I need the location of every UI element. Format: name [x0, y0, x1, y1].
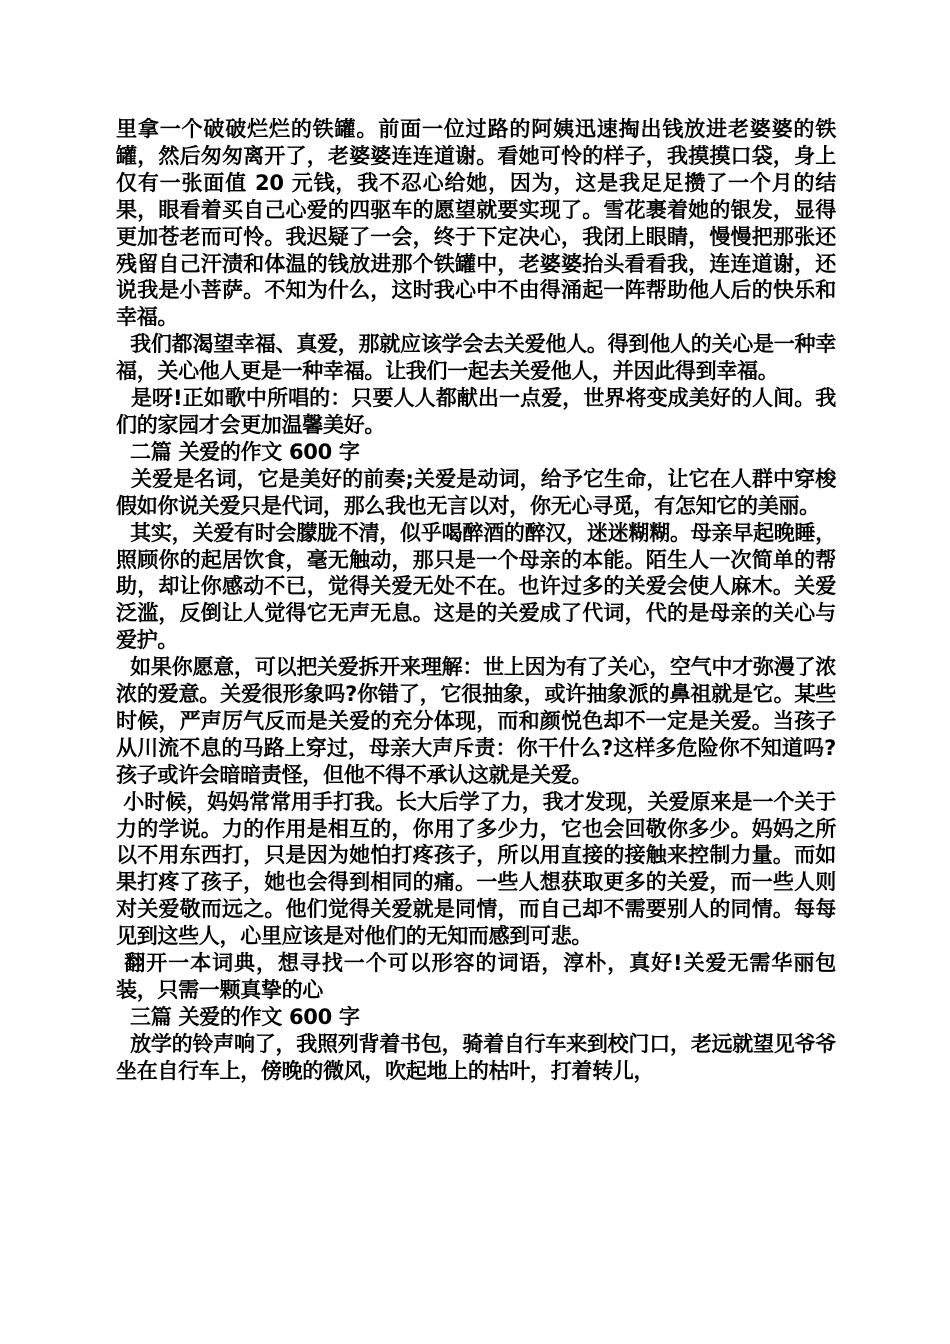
section-heading-2: 二篇 关爱的作文 600 字 [116, 439, 360, 464]
paragraph: 如果你愿意，可以把关爱拆开来理解：世上因为有了关心，空气中才弥漫了浓浓的爱意。关爱很形象吗?你错了，它很抽象，或许抽象派的鼻祖就是它。某些时候，严声厉气反而是关爱的充分体现，而和颜悦色却不一定是关爱。当孩子从川流不息的马路上穿过，母亲大声斥责：你干什么?这样多危险你不知道吗?孩子或许会暗暗责怪，但他不得不承认这就是关爱。 [116, 655, 836, 787]
paragraph: 里拿一个破破烂烂的铁罐。前面一位过路的阿姨迅速掏出钱放进老婆婆的铁罐，然后匆匆离开了，老婆婆连连道谢。看她可怜的样子，我摸摸口袋，身上仅有一张面值 20 元钱，我不忍心给她，因为，这是我足足攒了一个月的结果，眼看着买自己心爱的四驱车的愿望就要实现了。雪花裹着她的银发，显得更加苍老而可怜。我迟疑了一会，终于下定决心，我闭上眼睛，慢慢把那张还残留自己汗渍和体温的钱放进那个铁罐中，老婆婆抬头看看我，连连道谢，还说我是小菩萨。不知为什么，这时我心中不由得涌起一阵帮助他人后的快乐和幸福。 [116, 117, 836, 330]
paragraph: 其实，关爱有时会朦胧不清，似乎喝醉酒的醉汉，迷迷糊糊。母亲早起晚睡，照顾你的起居饮食，毫无触动，那只是一个母亲的本能。陌生人一次简单的帮助，却让你感动不已，觉得关爱无处不在。也许过多的关爱会使人麻木。关爱泛滥，反倒让人觉得它无声无息。这是的关爱成了代词，代的是母亲的关心与爱护。 [116, 520, 836, 653]
paragraph: 小时候，妈妈常常用手打我。长大后学了力，我才发现，关爱原来是一个关于力的学说。力的作用是相互的，你用了多少力，它也会回敬你多少。妈妈之所以不用东西打，只是因为她怕打疼孩子，所以用直接的接触来控制力量。而如果打疼了孩子，她也会得到相同的痛。一些人想获取更多的关爱，而一些人则对关爱敬而远之。他们觉得关爱就是同情，而自己却不需要别人的同情。每每见到这些人，心里应该是对他们的无知而感到可悲。 [116, 789, 836, 949]
paragraph: 关爱是名词，它是美好的前奏;关爱是动词，给予它生命，让它在人群中穿梭假如你说关爱只是代词，那么我也无言以对，你无心寻觅，有怎知它的美丽。 [116, 466, 836, 518]
section-heading-3: 三篇 关爱的作文 600 字 [116, 1004, 360, 1029]
paragraph: 我们都渴望幸福、真爱，那就应该学会去关爱他人。得到他人的关心是一种幸福，关心他人更是一种幸福。让我们一起去关爱他人，并因此得到幸福。 [116, 332, 836, 384]
paragraph: 是呀!正如歌中所唱的：只要人人都献出一点爱，世界将变成美好的人间。我们的家园才会更加温馨美好。 [116, 386, 837, 437]
paragraph: 放学的铃声响了，我照列背着书包，骑着自行车来到校门口，老远就望见爷爷坐在自行车上，傍晚的微风，吹起地上的枯叶，打着转儿， [116, 1031, 836, 1083]
document-page [116, 116, 836, 1085]
paragraph: 翻开一本词典，想寻找一个可以形容的词语，淳朴，真好!关爱无需华丽包装，只需一颗真挚的心 [116, 951, 836, 1002]
